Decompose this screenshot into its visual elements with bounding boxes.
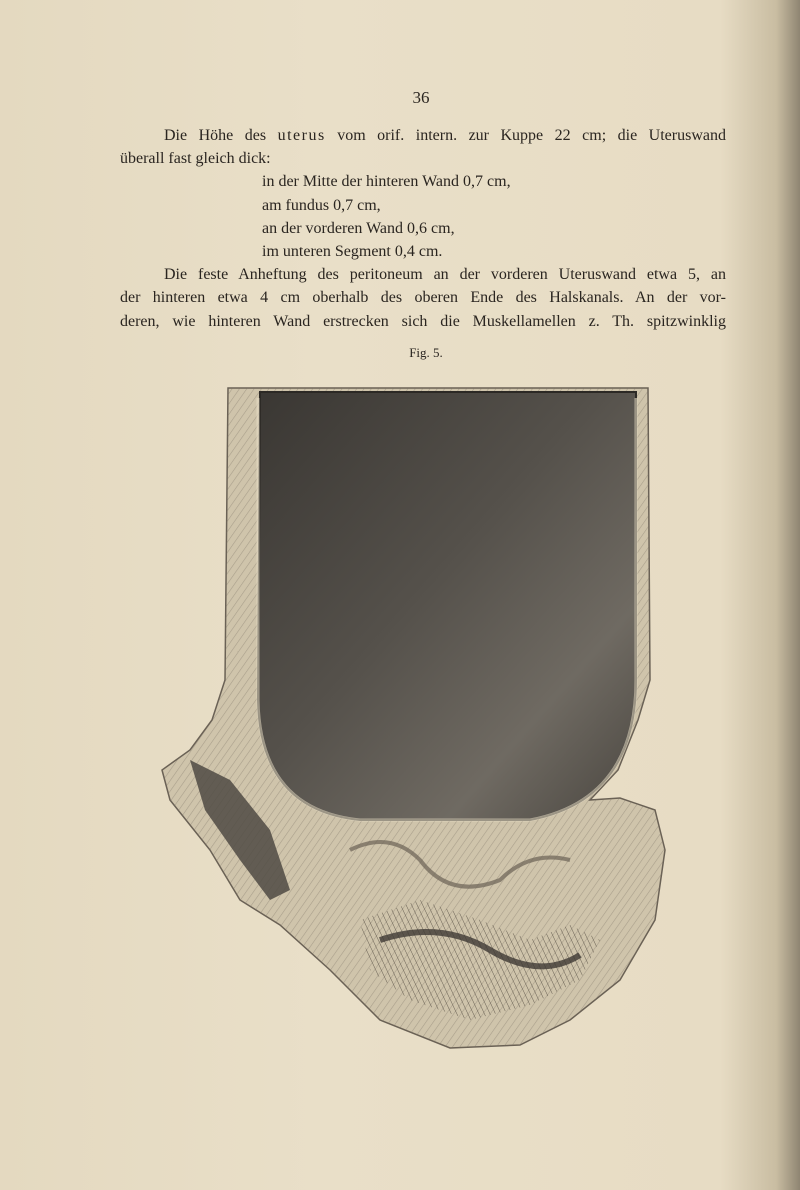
uterine-cavity xyxy=(258,392,636,820)
measurement-line: an der vorderen Wand 0,6 cm, xyxy=(262,219,455,237)
measurement-line: im unteren Segment 0,4 cm. xyxy=(262,243,443,261)
body-text xyxy=(120,124,726,333)
paragraph-2-line: deren, wie hinteren Wand erstrecken sich die Muskellamellen z. Th. spitzwinklig xyxy=(120,312,726,330)
spaced-term: uterus xyxy=(277,127,326,144)
measurement-line: am fundus 0,7 cm, xyxy=(262,196,381,214)
page-number: 36 xyxy=(412,88,430,107)
paragraph-2-line: Die feste Anheftung des peritoneum an der vorderen Uteruswand etwa 5, an xyxy=(164,266,726,284)
figure-caption: Fig. 5. xyxy=(409,345,443,360)
paragraph-1-line-1 xyxy=(120,124,726,147)
text-fragment: Die Höhe des xyxy=(164,127,278,144)
text-fragment: vom orif. intern. zur Kuppe 22 cm; die Uteruswand xyxy=(325,127,726,144)
paragraph-1-line-2: überall fast gleich dick: xyxy=(120,150,271,168)
uterus-section-drawing xyxy=(150,380,670,1060)
anatomical-illustration xyxy=(150,380,670,1060)
measurement-line: in der Mitte der hinteren Wand 0,7 cm, xyxy=(262,173,511,191)
paragraph-2-line: der hinteren etwa 4 cm oberhalb des oberen Ende des Halskanals. An der vor- xyxy=(120,289,726,307)
